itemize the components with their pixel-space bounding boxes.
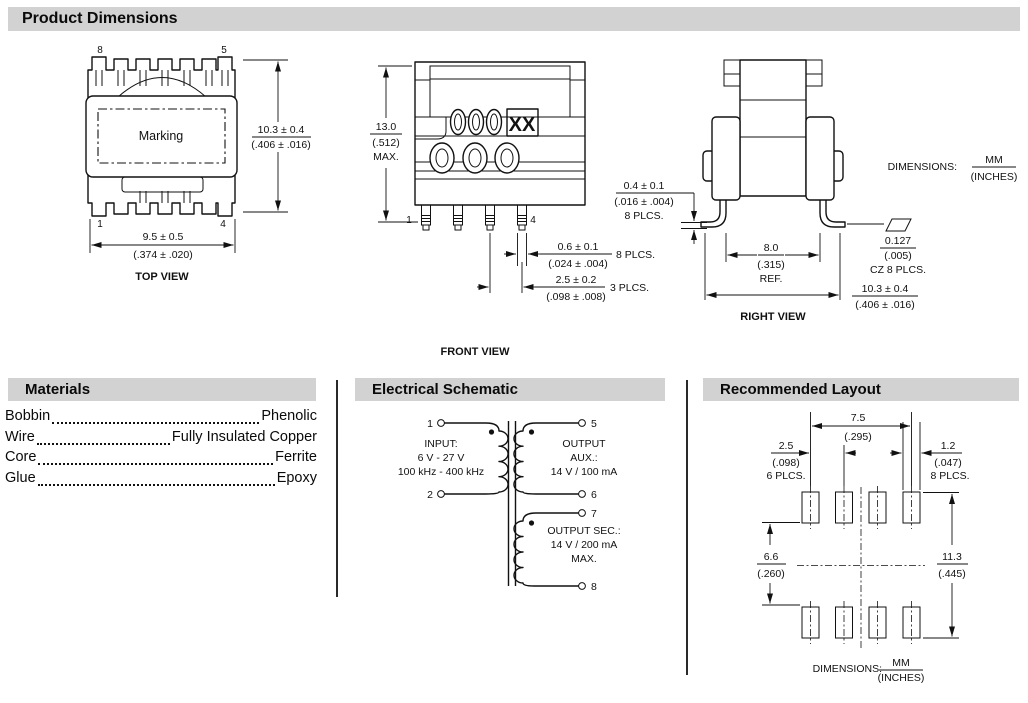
layout-outer-span-dimension bbox=[923, 493, 968, 639]
outer-span-mm: 11.3 bbox=[942, 551, 962, 563]
dotted-leader bbox=[37, 429, 170, 445]
material-row-core bbox=[5, 447, 317, 468]
front-view-height-note: MAX. bbox=[373, 151, 399, 163]
right-view-left-leg bbox=[712, 117, 740, 200]
right-view-span-note: REF. bbox=[759, 273, 783, 285]
right-view-standoff-note: 8 PLCS. bbox=[624, 210, 664, 222]
aux-winding bbox=[514, 418, 617, 501]
secondary-line1: OUTPUT SEC.: bbox=[547, 525, 621, 537]
front-view-lead-pitch-in: (.098 ± .008) bbox=[546, 291, 606, 303]
pin2-label: 2 bbox=[427, 489, 433, 501]
terminal-5 bbox=[579, 420, 586, 427]
units-numerator: MM bbox=[985, 154, 1003, 166]
right-view-span-in: (.315) bbox=[757, 259, 785, 271]
top-view-width-dimension bbox=[90, 219, 235, 261]
primary-winding bbox=[398, 418, 508, 501]
primary-line1: INPUT: bbox=[424, 438, 458, 450]
pad-pitch-mm: 2.5 bbox=[778, 440, 794, 452]
materials-list bbox=[5, 406, 317, 488]
front-view-lead-width-mm: 0.6 ± 0.1 bbox=[557, 241, 599, 253]
top-view-label: TOP VIEW bbox=[135, 271, 189, 283]
front-view-lead-width-in: (.024 ± .004) bbox=[548, 258, 608, 270]
right-view-coplanarity-dimension bbox=[847, 219, 926, 276]
layout-outer-pitch-dimension bbox=[812, 412, 910, 443]
front-view-small-ovals bbox=[451, 110, 502, 135]
right-view-right-lead bbox=[820, 200, 845, 227]
pin5-label: 5 bbox=[591, 418, 597, 430]
terminal-7 bbox=[579, 510, 586, 517]
page-title: Product Dimensions bbox=[22, 10, 178, 27]
material-row-glue bbox=[5, 468, 317, 489]
front-view-lead-pitch-note: 3 PLCS. bbox=[610, 282, 650, 294]
right-view-label: RIGHT VIEW bbox=[740, 311, 806, 323]
top-view-pin4-label: 4 bbox=[220, 219, 226, 230]
schematic-title-bar bbox=[355, 378, 665, 401]
right-view-right-leg bbox=[806, 117, 834, 200]
right-view-standoff-mm: 0.4 ± 0.1 bbox=[623, 180, 665, 192]
top-view-width-in: (.374 ± .020) bbox=[133, 249, 193, 261]
pin1-label: 1 bbox=[427, 418, 433, 430]
material-name: Wire bbox=[5, 428, 35, 445]
schematic-title: Electrical Schematic bbox=[372, 381, 518, 398]
front-view-height-mm: 13.0 bbox=[375, 121, 397, 133]
layout-drawing bbox=[690, 405, 1028, 695]
units-denominator: (INCHES) bbox=[877, 672, 925, 684]
material-name: Glue bbox=[5, 469, 36, 486]
top-view-height-dimension bbox=[243, 60, 311, 212]
front-view-height-dimension bbox=[370, 66, 418, 222]
right-view-coplanarity-note: CZ 8 PLCS. bbox=[869, 264, 927, 276]
front-view-pin1-label: 1 bbox=[406, 215, 412, 226]
layout-pad-pitch-dimension bbox=[766, 440, 856, 482]
top-view-lower-bar bbox=[122, 177, 203, 192]
aux-line2: AUX.: bbox=[570, 452, 598, 464]
aux-line3: 14 V / 100 mA bbox=[550, 466, 618, 478]
front-view-lead-pitch-mm: 2.5 ± 0.2 bbox=[555, 274, 597, 286]
secondary-winding bbox=[514, 508, 621, 593]
polarity-dot-primary bbox=[489, 429, 494, 434]
top-view-upper-wires bbox=[96, 70, 228, 86]
layout-title-bar bbox=[703, 378, 1019, 401]
pad-width-mm: 1.2 bbox=[940, 440, 956, 452]
front-view-lead-pitch-dimension bbox=[477, 274, 649, 303]
front-view-drawing bbox=[370, 62, 655, 358]
coplanarity-symbol bbox=[886, 219, 911, 231]
top-view-pin8-label: 8 bbox=[97, 45, 103, 56]
terminal-6 bbox=[579, 491, 586, 498]
material-name: Bobbin bbox=[5, 408, 51, 425]
units-label: DIMENSIONS: bbox=[887, 161, 957, 173]
primary-line3: 100 kHz - 400 kHz bbox=[397, 466, 485, 478]
front-view-xx-marking: XX bbox=[508, 114, 536, 136]
primary-line2: 6 V - 27 V bbox=[417, 452, 465, 464]
front-view-label: FRONT VIEW bbox=[440, 346, 510, 358]
product-views-drawing bbox=[0, 35, 1028, 380]
polarity-dot-secondary bbox=[529, 520, 534, 525]
top-view-pin1-label: 1 bbox=[97, 219, 103, 230]
front-view-clip-lines bbox=[415, 79, 585, 117]
page-title-bar bbox=[8, 7, 1020, 31]
aux-line1: OUTPUT bbox=[562, 438, 606, 450]
outer-pitch-mm: 7.5 bbox=[850, 412, 866, 424]
divider-materials-schematic bbox=[336, 380, 338, 597]
front-view-height-in: (.512) bbox=[372, 137, 400, 149]
top-view-marking-label: Marking bbox=[138, 129, 184, 143]
front-view-pin4-label: 4 bbox=[530, 215, 536, 226]
right-view-width-in: (.406 ± .016) bbox=[855, 299, 915, 311]
dotted-leader bbox=[38, 449, 273, 465]
pad-pitch-note: 6 PLCS. bbox=[766, 470, 806, 482]
terminal-8 bbox=[579, 583, 586, 590]
right-view-span-dimension bbox=[726, 233, 820, 285]
top-view-width-mm: 9.5 ± 0.5 bbox=[142, 231, 184, 243]
material-value: Epoxy bbox=[276, 469, 317, 486]
pad-pitch-in: (.098) bbox=[772, 457, 800, 469]
top-view-drawing bbox=[86, 45, 311, 283]
top-view-lower-wires bbox=[140, 191, 190, 203]
terminal-2 bbox=[438, 491, 445, 498]
right-view-width-mm: 10.3 ± 0.4 bbox=[861, 283, 909, 295]
material-row-wire bbox=[5, 427, 317, 448]
right-view-standoff-in: (.016 ± .004) bbox=[614, 196, 674, 208]
pin6-label: 6 bbox=[591, 489, 597, 501]
inner-span-mm: 6.6 bbox=[763, 551, 779, 563]
materials-title: Materials bbox=[25, 381, 91, 398]
polarity-dot-aux bbox=[529, 429, 534, 434]
front-view-lead-width-note: 8 PLCS. bbox=[616, 249, 656, 261]
layout-title: Recommended Layout bbox=[720, 381, 881, 398]
top-view-pin5-label: 5 bbox=[221, 45, 227, 56]
materials-title-bar bbox=[8, 378, 316, 401]
layout-inner-span-dimension bbox=[757, 523, 800, 606]
pad-width-in: (.047) bbox=[934, 457, 962, 469]
right-view-coplanarity-in: (.005) bbox=[884, 250, 912, 262]
material-value: Ferrite bbox=[275, 449, 317, 466]
schematic-drawing bbox=[340, 408, 700, 608]
front-view-top-bar bbox=[430, 66, 570, 79]
material-row-bobbin bbox=[5, 406, 317, 427]
right-view-coplanarity-mm: 0.127 bbox=[884, 235, 912, 247]
front-view-pins bbox=[422, 205, 527, 230]
secondary-line2: 14 V / 200 mA bbox=[550, 539, 618, 551]
layout-pad-width-dimension bbox=[890, 440, 970, 482]
front-view-large-ovals bbox=[430, 143, 519, 173]
right-view-drawing bbox=[614, 60, 1017, 323]
units-label: DIMENSIONS: bbox=[812, 663, 882, 675]
inner-span-in: (.260) bbox=[757, 568, 785, 580]
dotted-leader bbox=[52, 408, 259, 424]
material-value: Fully Insulated Copper bbox=[171, 428, 317, 445]
front-view-body bbox=[415, 62, 585, 205]
right-view-span-mm: 8.0 bbox=[763, 242, 779, 254]
units-denominator: (INCHES) bbox=[970, 171, 1018, 183]
units-numerator: MM bbox=[892, 657, 910, 669]
pin7-label: 7 bbox=[591, 508, 597, 520]
outer-span-in: (.445) bbox=[938, 568, 966, 580]
material-value: Phenolic bbox=[261, 408, 317, 425]
material-name: Core bbox=[5, 449, 37, 466]
right-view-core bbox=[740, 60, 806, 196]
top-view-height-mm: 10.3 ± 0.4 bbox=[257, 124, 305, 136]
terminal-1 bbox=[438, 420, 445, 427]
secondary-line3: MAX. bbox=[571, 553, 597, 565]
outer-pitch-in: (.295) bbox=[844, 431, 872, 443]
layout-units-note bbox=[813, 657, 925, 684]
right-view-units-note bbox=[888, 154, 1018, 183]
top-view-height-in: (.406 ± .016) bbox=[251, 139, 311, 151]
pad-width-note: 8 PLCS. bbox=[930, 470, 970, 482]
right-view-standoff-dimension bbox=[614, 180, 707, 244]
dotted-leader bbox=[38, 470, 275, 486]
layout-centerlines bbox=[797, 412, 925, 648]
pin8-label: 8 bbox=[591, 581, 597, 593]
